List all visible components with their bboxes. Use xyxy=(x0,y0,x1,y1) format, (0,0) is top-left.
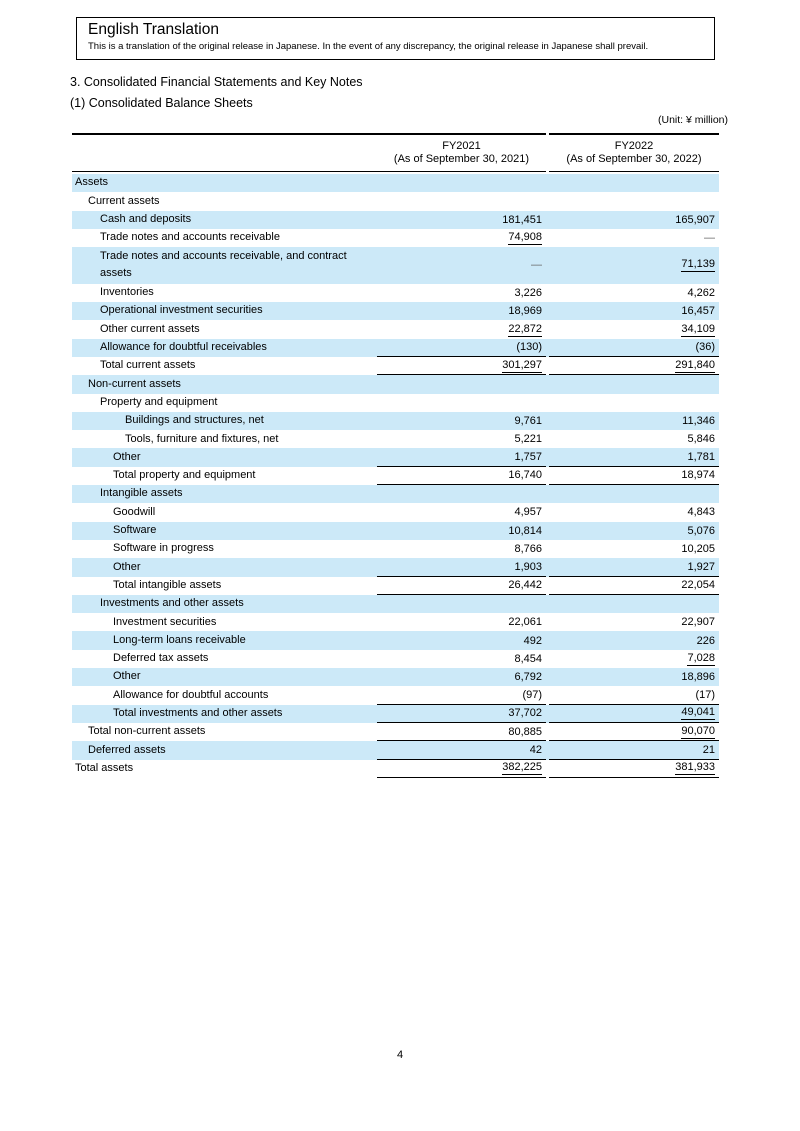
fy2022-value: 5,846 xyxy=(687,433,715,446)
fy2021-date: (As of September 30, 2021) xyxy=(393,153,530,165)
row-label: Inventories xyxy=(100,286,154,299)
fy2022-label: FY2022 xyxy=(614,139,654,152)
fy2022-value xyxy=(549,723,719,741)
row-label: Total property and equipment xyxy=(113,469,256,482)
row-label: Tools, furniture and fixtures, net xyxy=(125,432,279,445)
fy2022-value xyxy=(549,357,719,375)
table-row xyxy=(72,467,719,485)
underlined-value: 301,297 xyxy=(502,358,542,371)
row-label: Software in progress xyxy=(113,542,214,555)
table-row xyxy=(72,302,719,320)
table-row xyxy=(72,522,719,540)
column-header-fy2022 xyxy=(549,133,719,172)
table-row xyxy=(72,668,719,686)
fy2022-value xyxy=(549,485,719,503)
row-label: Trade notes and accounts receivable, and contract assets xyxy=(100,249,347,280)
table-row xyxy=(72,503,719,521)
balance-sheet-table xyxy=(72,133,719,778)
row-label: Software xyxy=(113,524,157,537)
fy2021-value: 26,442 xyxy=(377,577,546,595)
row-label: Allowance for doubtful receivables xyxy=(100,341,267,354)
translation-notice-box xyxy=(76,17,715,60)
fy2022-value: 18,974 xyxy=(549,467,719,485)
row-label: Investment securities xyxy=(113,615,217,628)
fy2021-value: 8,766 xyxy=(514,543,542,556)
page-number: 4 xyxy=(396,1049,404,1061)
table-row xyxy=(72,631,719,649)
underlined-value: 74,908 xyxy=(508,231,542,244)
table-row xyxy=(72,485,719,503)
fy2021-value: 80,885 xyxy=(377,723,546,741)
table-row xyxy=(72,650,719,668)
fy2022-value: 11,346 xyxy=(682,415,715,427)
header-label-space xyxy=(72,135,377,171)
balance-sheet-rows xyxy=(72,174,719,778)
row-label: Buildings and structures, net xyxy=(125,414,264,427)
table-row xyxy=(72,723,719,741)
fy2022-value: 226 xyxy=(696,634,715,647)
table-row xyxy=(72,577,719,595)
fy2022-value xyxy=(549,705,719,723)
fy2021-value xyxy=(377,485,546,503)
fy2021-value: 1,757 xyxy=(377,448,546,466)
fy2021-value: 5,221 xyxy=(514,433,542,446)
row-label: Allowance for doubtful accounts xyxy=(113,688,269,701)
fy2022-value xyxy=(549,247,719,284)
table-row xyxy=(72,229,719,247)
underlined-value: 7,028 xyxy=(687,651,715,664)
table-row xyxy=(72,448,719,466)
table-row xyxy=(72,412,719,430)
row-label: Investments and other assets xyxy=(100,597,244,610)
fy2022-value: 1,927 xyxy=(549,558,719,576)
table-row xyxy=(72,394,719,412)
fy2021-value: 37,702 xyxy=(377,705,546,723)
fy2021-value xyxy=(377,320,546,338)
underlined-value: 71,139 xyxy=(681,258,715,271)
table-row xyxy=(72,760,719,778)
row-label: Deferred tax assets xyxy=(113,652,209,665)
table-row xyxy=(72,211,719,229)
fy2022-value: 18,896 xyxy=(681,671,715,684)
underlined-value: 90,070 xyxy=(681,724,715,737)
table-row xyxy=(72,686,719,704)
fy2021-value xyxy=(377,394,546,412)
table-row xyxy=(72,284,719,302)
table-row xyxy=(72,192,719,210)
fy2022-value: 22,907 xyxy=(681,616,715,629)
row-label: Current assets xyxy=(88,194,160,207)
table-row xyxy=(72,741,719,759)
row-label: Other xyxy=(113,670,141,683)
fy2021-value: 42 xyxy=(377,741,546,759)
fy2022-value: 10,205 xyxy=(681,543,715,556)
table-row xyxy=(72,357,719,375)
row-label: Total current assets xyxy=(100,359,196,372)
fy2021-value: 6,792 xyxy=(514,671,542,684)
fy2021-value: (130) xyxy=(377,339,546,357)
row-label: Deferred assets xyxy=(88,743,166,756)
fy2022-value xyxy=(549,595,719,613)
translation-box-note: This is a translation of the original release in Japanese. In the event of any discrepancy, the original release in Japanese shall prevail. xyxy=(88,41,649,52)
fy2022-value xyxy=(549,320,719,338)
table-row xyxy=(72,174,719,192)
table-row xyxy=(72,705,719,723)
row-label: Total investments and other assets xyxy=(113,707,283,719)
fy2022-value: 4,843 xyxy=(687,506,715,519)
fy2022-value: 5,076 xyxy=(687,524,715,537)
table-row xyxy=(72,247,719,284)
table-row xyxy=(72,339,719,357)
table-row xyxy=(72,375,719,393)
fy2021-value: 16,740 xyxy=(377,467,546,485)
fy2021-value: 1,903 xyxy=(377,558,546,576)
fy2022-value: 21 xyxy=(549,741,719,759)
fy2021-value: 22,061 xyxy=(508,616,542,629)
fy2022-value xyxy=(549,375,719,393)
fy2021-value: 4,957 xyxy=(514,506,542,519)
fy2022-value: — xyxy=(704,232,715,245)
fy2021-value: 18,969 xyxy=(508,305,542,318)
translation-box-title: English Translation xyxy=(88,21,219,38)
row-label: Property and equipment xyxy=(100,395,218,408)
fy2022-value: 16,457 xyxy=(681,305,715,318)
subsection-heading: (1) Consolidated Balance Sheets xyxy=(70,96,253,110)
fy2021-value xyxy=(377,229,546,247)
row-label: Other xyxy=(113,450,141,463)
row-label: Total assets xyxy=(75,761,134,774)
section-heading: 3. Consolidated Financial Statements and Key Notes xyxy=(70,75,363,89)
underlined-value: 382,225 xyxy=(502,761,542,774)
fy2022-value: (17) xyxy=(549,686,719,704)
fy2021-value: (97) xyxy=(377,686,546,704)
underlined-value: 381,933 xyxy=(675,761,715,774)
row-label: Trade notes and accounts receivable xyxy=(100,231,280,244)
underlined-value: 22,872 xyxy=(508,322,542,335)
row-label: Intangible assets xyxy=(100,487,183,500)
fy2022-value: 1,781 xyxy=(549,448,719,466)
fy2021-value: — xyxy=(531,259,542,272)
fy2021-value: 181,451 xyxy=(502,213,542,226)
fy2022-value xyxy=(549,192,719,210)
fy2021-value: 492 xyxy=(523,634,542,647)
fy2021-value xyxy=(377,375,546,393)
fy2021-value xyxy=(377,192,546,210)
column-header-fy2021 xyxy=(377,135,546,171)
table-row xyxy=(72,595,719,613)
table-row xyxy=(72,613,719,631)
fy2022-date: (As of September 30, 2022) xyxy=(566,153,702,165)
fy2021-value: 3,226 xyxy=(514,286,542,299)
row-label: Total non-current assets xyxy=(88,725,206,738)
row-label: Operational investment securities xyxy=(100,304,263,317)
unit-note: (Unit: ¥ million) xyxy=(657,114,728,126)
fy2021-value xyxy=(377,760,546,778)
fy2021-value xyxy=(377,595,546,613)
row-label: Other xyxy=(113,560,141,573)
fy2022-value xyxy=(549,650,719,668)
fy2021-label: FY2021 xyxy=(442,139,481,152)
underlined-value: 34,109 xyxy=(681,322,715,335)
table-row xyxy=(72,558,719,576)
row-label: Non-current assets xyxy=(88,377,181,390)
fy2022-value: (36) xyxy=(549,339,719,357)
row-label: Long-term loans receivable xyxy=(113,633,246,646)
fy2021-value xyxy=(377,174,546,192)
header-segment-left xyxy=(72,133,546,172)
fy2022-value: 165,907 xyxy=(675,213,715,226)
fy2021-value: 9,761 xyxy=(514,415,542,427)
table-row xyxy=(72,540,719,558)
underlined-value: 291,840 xyxy=(675,358,715,371)
row-label: Cash and deposits xyxy=(100,212,192,225)
fy2021-value xyxy=(377,357,546,375)
table-row xyxy=(72,320,719,338)
fy2022-value xyxy=(549,174,719,192)
fy2021-value: 8,454 xyxy=(514,652,542,665)
underlined-value: 49,041 xyxy=(681,706,715,719)
fy2022-value: 4,262 xyxy=(687,286,715,299)
fy2022-value xyxy=(549,394,719,412)
row-label: Other current assets xyxy=(100,322,200,335)
table-row xyxy=(72,430,719,448)
fy2021-value: 10,814 xyxy=(508,524,542,537)
row-label: Total intangible assets xyxy=(113,578,222,591)
fy2022-value: 22,054 xyxy=(549,577,719,595)
row-label: Assets xyxy=(75,176,109,189)
row-label: Goodwill xyxy=(113,505,156,518)
fy2022-value xyxy=(549,760,719,778)
table-header xyxy=(72,133,719,172)
